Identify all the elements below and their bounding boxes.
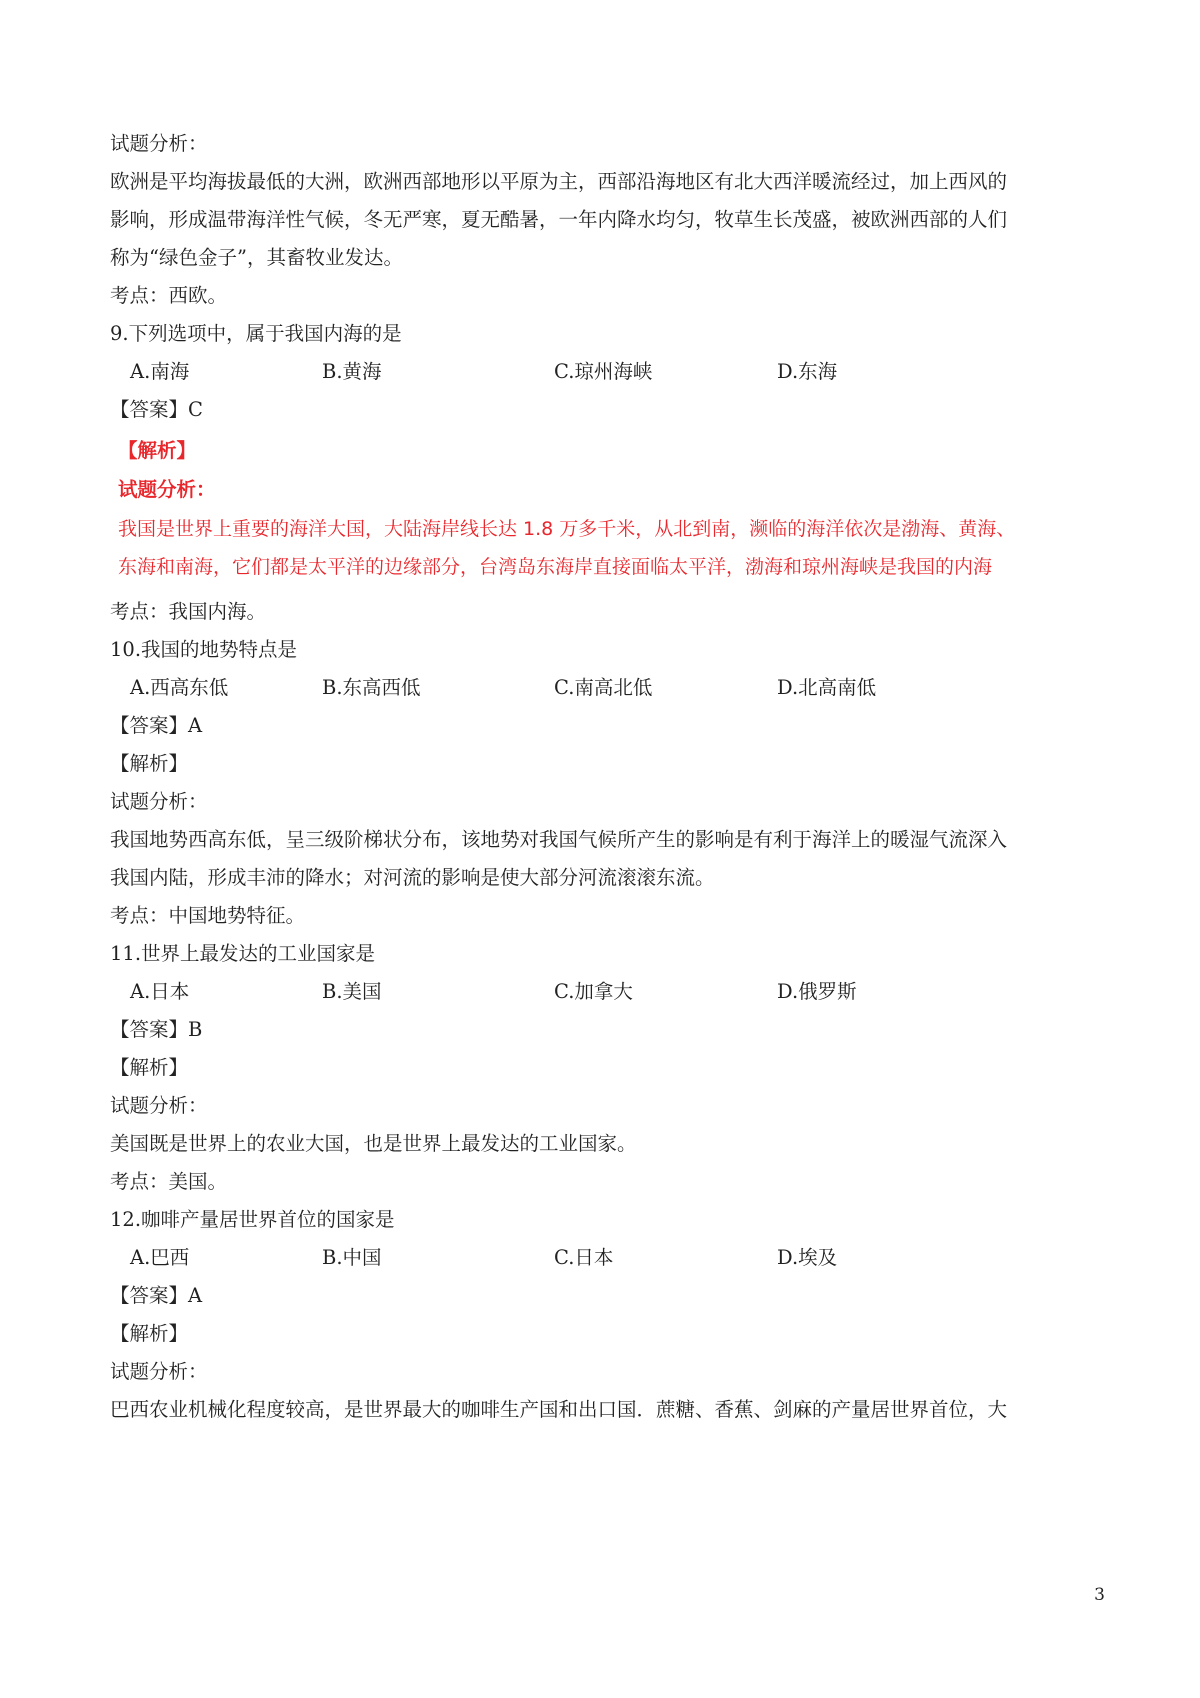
kaodian: 考点：中国地势特征。 (110, 904, 306, 927)
jiexi-heading: 【解析】 (110, 752, 189, 775)
option-b: B.黄海 (322, 360, 382, 383)
analysis-title: 试题分析： (110, 1360, 208, 1383)
kaodian: 考点：我国内海。 (110, 600, 267, 623)
option-c: C.南高北低 (554, 676, 653, 699)
question-stem: 11.世界上最发达的工业国家是 (110, 942, 376, 965)
option-d: D.东海 (777, 360, 838, 383)
answer: 【答案】B (110, 1018, 203, 1041)
analysis-line: 巴西农业机械化程度较高，是世界最大的咖啡生产国和出口国．蔗糖、香蕉、剑麻的产量居世界首位，大 (110, 1398, 1008, 1421)
kaodian: 考点：美国。 (110, 1170, 228, 1193)
question-stem: 9.下列选项中，属于我国内海的是 (110, 322, 402, 345)
option-c: C.琼州海峡 (554, 360, 653, 383)
jiexi-heading: 【解析】 (110, 1322, 189, 1345)
analysis-line: 欧洲是平均海拔最低的大洲，欧洲西部地形以平原为主，西部沿海地区有北大西洋暖流经过，加上西风的 (110, 170, 1008, 193)
option-a: A.南海 (130, 360, 190, 383)
analysis-line: 东海和南海，它们都是太平洋的边缘部分，台湾岛东海岸直接面临太平洋，渤海和琼州海峡是我国的内海 (118, 556, 993, 578)
answer: 【答案】C (110, 398, 203, 421)
analysis-title: 试题分析： (118, 478, 216, 501)
answer: 【答案】A (110, 1284, 203, 1307)
page-number: 3 (1094, 1585, 1105, 1605)
analysis-line: 我国地势西高东低，呈三级阶梯状分布，该地势对我国气候所产生的影响是有利于海洋上的暖湿气流深入 (110, 828, 1008, 851)
option-a: A.巴西 (130, 1246, 190, 1269)
option-c: C.加拿大 (554, 980, 633, 1003)
question-stem: 12.咖啡产量居世界首位的国家是 (110, 1208, 395, 1231)
option-b: B.东高西低 (322, 676, 421, 699)
option-c: C.日本 (554, 1246, 614, 1269)
option-d: D.北高南低 (777, 676, 877, 699)
jiexi-heading: 【解析】 (110, 1056, 189, 1079)
analysis-line: 我国是世界上重要的海洋大国，大陆海岸线长达 1.8 万多千米，从北到南，濒临的海洋依次是渤海、黄海、 (118, 518, 1016, 540)
analysis-title: 试题分析： (110, 790, 208, 813)
option-b: B.美国 (322, 980, 382, 1003)
analysis-title: 试题分析： (110, 132, 208, 155)
analysis-line: 影响，形成温带海洋性气候，冬无严寒，夏无酷暑，一年内降水均匀，牧草生长茂盛，被欧洲西部的人们 (110, 208, 1008, 231)
option-a: A.西高东低 (130, 676, 229, 699)
analysis-line: 称为“绿色金子”，其畜牧业发达。 (110, 246, 403, 269)
analysis-line: 我国内陆，形成丰沛的降水；对河流的影响是使大部分河流滚滚东流。 (110, 866, 715, 889)
option-a: A.日本 (130, 980, 190, 1003)
jiexi-heading: 【解析】 (118, 439, 197, 462)
option-d: D.俄罗斯 (777, 980, 857, 1003)
option-d: D.埃及 (777, 1246, 838, 1269)
analysis-title: 试题分析： (110, 1094, 208, 1117)
answer: 【答案】A (110, 714, 203, 737)
option-b: B.中国 (322, 1246, 382, 1269)
analysis-line: 美国既是世界上的农业大国，也是世界上最发达的工业国家。 (110, 1132, 637, 1155)
kaodian: 考点：西欧。 (110, 284, 228, 307)
question-stem: 10.我国的地势特点是 (110, 638, 298, 661)
